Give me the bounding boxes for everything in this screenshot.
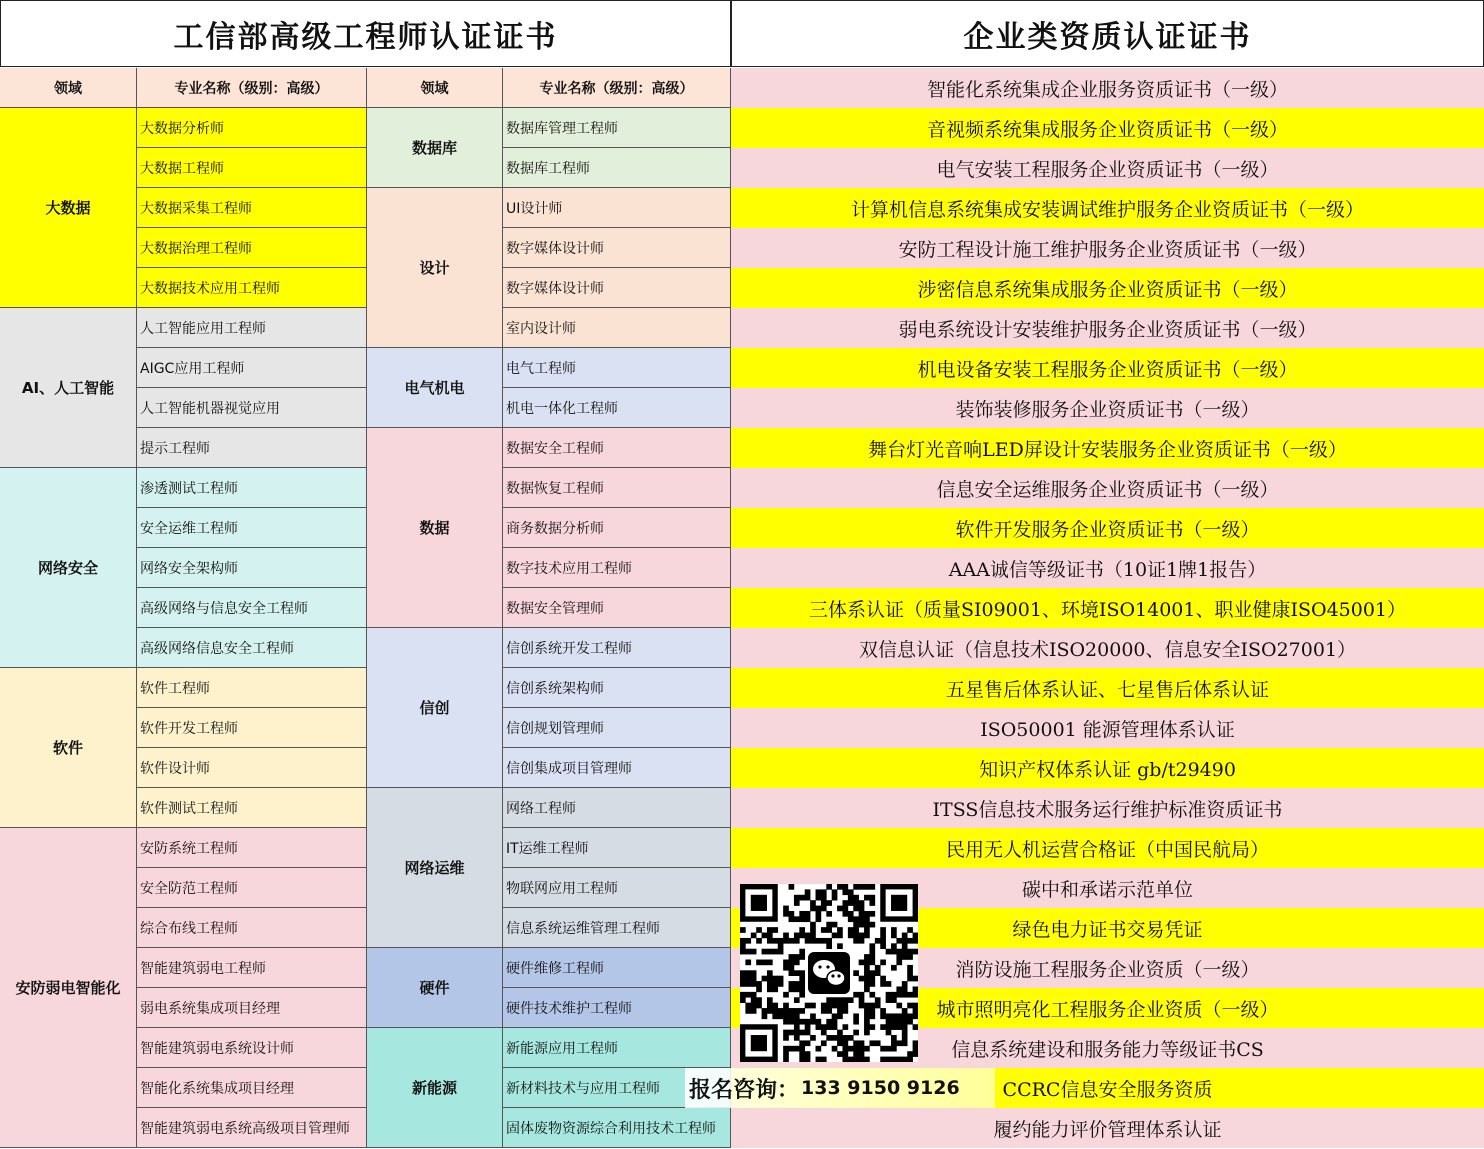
enterprise-cert-row: 安防工程设计施工维护服务企业资质证书（一级）: [731, 228, 1484, 268]
domain-cell: 软件: [0, 668, 137, 828]
specialty-item: 高级网络信息安全工程师: [137, 628, 367, 668]
title-right: 企业类资质认证证书: [731, 0, 1484, 67]
specialty-item: 信创系统开发工程师: [503, 628, 731, 668]
specialty-item: 人工智能机器视觉应用: [137, 388, 367, 428]
specialty-item: 机电一体化工程师: [503, 388, 731, 428]
enterprise-cert-row: 涉密信息系统集成服务企业资质证书（一级）: [731, 268, 1484, 308]
enterprise-cert-row: 五星售后体系认证、七星售后体系认证: [731, 668, 1484, 708]
specialty-item: 数据恢复工程师: [503, 468, 731, 508]
enterprise-cert-row: 碳中和承诺示范单位: [731, 868, 1484, 908]
specialty-item: 提示工程师: [137, 428, 367, 468]
enterprise-cert-row: AAA诚信等级证书（10证1牌1报告）: [731, 548, 1484, 588]
specialty-item: 智能建筑弱电系统设计师: [137, 1028, 367, 1068]
enterprise-cert-row: 装饰装修服务企业资质证书（一级）: [731, 388, 1484, 428]
specialty-item: 智能化系统集成项目经理: [137, 1068, 367, 1108]
specialty-item: IT运维工程师: [503, 828, 731, 868]
specialty-item: 数据库工程师: [503, 148, 731, 188]
specialty-item: 数据安全管理师: [503, 588, 731, 628]
wechat-icon: [808, 952, 850, 994]
domain-cell: 电气机电: [367, 348, 503, 428]
enterprise-cert-row: 知识产权体系认证 gb/t29490: [731, 748, 1484, 788]
specialty-item: 商务数据分析师: [503, 508, 731, 548]
enterprise-cert-row: 城市照明亮化工程服务企业资质（一级）: [731, 988, 1484, 1028]
specialty-item: UI设计师: [503, 188, 731, 228]
consult-label: 报名咨询：: [689, 1077, 800, 1103]
specialty-item: 大数据采集工程师: [137, 188, 367, 228]
specialty-item: 室内设计师: [503, 308, 731, 348]
specialty-item: 人工智能应用工程师: [137, 308, 367, 348]
specialty-item: 高级网络与信息安全工程师: [137, 588, 367, 628]
specialty-item: 硬件维修工程师: [503, 948, 731, 988]
specialty-item: 渗透测试工程师: [137, 468, 367, 508]
specialty-item: 智能建筑弱电工程师: [137, 948, 367, 988]
domain-cell: 安防弱电智能化: [0, 828, 137, 1148]
specialty-item: 信息系统运维管理工程师: [503, 908, 731, 948]
specialty-item: 电气工程师: [503, 348, 731, 388]
specialty-item: 软件测试工程师: [137, 788, 367, 828]
enterprise-cert-row: 信息安全运维服务企业资质证书（一级）: [731, 468, 1484, 508]
domain-cell: 网络运维: [367, 788, 503, 948]
qr-code-image: [740, 884, 918, 1062]
specialty-item: 信创系统架构师: [503, 668, 731, 708]
enterprise-cert-row: ITSS信息技术服务运行维护标准资质证书: [731, 788, 1484, 828]
domain-cell: 新能源: [367, 1028, 503, 1148]
specialty-item: 固体废物资源综合利用技术工程师: [503, 1108, 731, 1148]
domain-cell: 硬件: [367, 948, 503, 1028]
specialty-item: 数字媒体设计师: [503, 268, 731, 308]
enterprise-cert-row: 履约能力评价管理体系认证: [731, 1108, 1484, 1148]
specialty-item: 智能建筑弱电系统高级项目管理师: [137, 1108, 367, 1148]
specialty-item: 大数据治理工程师: [137, 228, 367, 268]
specialty-item: 新材料技术与应用工程师: [503, 1068, 731, 1108]
domain-cell: 信创: [367, 628, 503, 788]
specialty-item: 软件工程师: [137, 668, 367, 708]
specialty-item: 新能源应用工程师: [503, 1028, 731, 1068]
domain-cell: 大数据: [0, 108, 137, 308]
specialty-item: 数字技术应用工程师: [503, 548, 731, 588]
specialty-item: 安全防范工程师: [137, 868, 367, 908]
enterprise-cert-row: 绿色电力证书交易凭证: [731, 908, 1484, 948]
enterprise-cert-row: 软件开发服务企业资质证书（一级）: [731, 508, 1484, 548]
specialty-header-1: 专业名称（级别：高级）: [137, 68, 367, 108]
specialty-item: 数字媒体设计师: [503, 228, 731, 268]
enterprise-cert-row: 机电设备安装工程服务企业资质证书（一级）: [731, 348, 1484, 388]
enterprise-cert-row: 智能化系统集成企业服务资质证书（一级）: [731, 68, 1484, 108]
specialty-item: 软件设计师: [137, 748, 367, 788]
specialty-item: 物联网应用工程师: [503, 868, 731, 908]
domain-cell: 数据: [367, 428, 503, 628]
consult-phone: 133 9150 9126: [801, 1077, 960, 1099]
domain-cell: 数据库: [367, 108, 503, 188]
domain-cell: AI、人工智能: [0, 308, 137, 468]
enterprise-cert-row: 双信息认证（信息技术ISO20000、信息安全ISO27001）: [731, 628, 1484, 668]
wechat-qr-code: [740, 884, 918, 1062]
enterprise-cert-row: 音视频系统集成服务企业资质证书（一级）: [731, 108, 1484, 148]
specialty-item: 安全运维工程师: [137, 508, 367, 548]
consult-banner: [685, 1068, 995, 1108]
enterprise-cert-row: 舞台灯光音响LED屏设计安装服务企业资质证书（一级）: [731, 428, 1484, 468]
specialty-item: 网络安全架构师: [137, 548, 367, 588]
enterprise-cert-row: 三体系认证（质量SI09001、环境ISO14001、职业健康ISO45001）: [731, 588, 1484, 628]
specialty-item: 硬件技术维护工程师: [503, 988, 731, 1028]
specialty-item: AIGC应用工程师: [137, 348, 367, 388]
domain-cell: 网络安全: [0, 468, 137, 668]
specialty-item: 网络工程师: [503, 788, 731, 828]
domain-header-2: 领域: [367, 68, 503, 108]
enterprise-cert-row: 弱电系统设计安装维护服务企业资质证书（一级）: [731, 308, 1484, 348]
enterprise-cert-row: 电气安装工程服务企业资质证书（一级）: [731, 148, 1484, 188]
enterprise-cert-row: CCRC信息安全服务资质: [731, 1068, 1484, 1108]
specialty-item: 软件开发工程师: [137, 708, 367, 748]
enterprise-cert-row: ISO50001 能源管理体系认证: [731, 708, 1484, 748]
specialty-item: 信创规划管理师: [503, 708, 731, 748]
title-left: 工信部高级工程师认证证书: [0, 0, 731, 67]
specialty-item: 综合布线工程师: [137, 908, 367, 948]
specialty-item: 大数据分析师: [137, 108, 367, 148]
enterprise-cert-row: 民用无人机运营合格证（中国民航局）: [731, 828, 1484, 868]
specialty-item: 安防系统工程师: [137, 828, 367, 868]
specialty-item: 数据安全工程师: [503, 428, 731, 468]
specialty-item: 大数据技术应用工程师: [137, 268, 367, 308]
domain-cell: 设计: [367, 188, 503, 348]
enterprise-cert-row: 消防设施工程服务企业资质（一级）: [731, 948, 1484, 988]
enterprise-cert-row: 计算机信息系统集成安装调试维护服务企业资质证书（一级）: [731, 188, 1484, 228]
specialty-item: 数据库管理工程师: [503, 108, 731, 148]
specialty-item: 大数据工程师: [137, 148, 367, 188]
specialty-item: 弱电系统集成项目经理: [137, 988, 367, 1028]
domain-header-1: 领域: [0, 68, 137, 108]
specialty-item: 信创集成项目管理师: [503, 748, 731, 788]
enterprise-cert-row: 信息系统建设和服务能力等级证书CS: [731, 1028, 1484, 1068]
specialty-header-2: 专业名称（级别：高级）: [503, 68, 731, 108]
